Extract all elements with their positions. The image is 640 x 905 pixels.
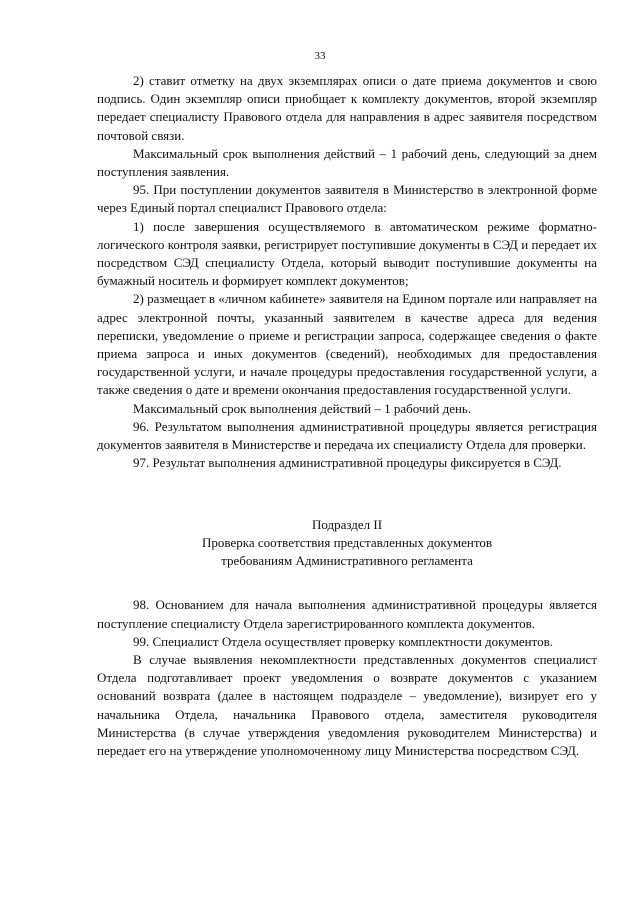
page-number: 33 — [314, 50, 326, 62]
paragraph: 1) после завершения осуществляемого в автоматическом режиме форматно-логического контроля заявки, регистрирует поступившие документы в СЭД и передает их посредством СЭД специалисту Отдела, который выводит поступившие документы на бумажный носитель и формирует комплект документов; — [97, 218, 597, 289]
subsection-subtitle-line2: требованиям Административного регламента — [221, 553, 473, 569]
paragraph: В случае выявления некомплектности представленных документов специалист Отдела подготавливает проект уведомления о возврате документов с указанием оснований возврата (далее в настоящем подразделе – уведомление), визирует его у начальника Отдела, начальника Правового отдела, заместителя руководителя Министерства (в случае утверждения уведомления руководителем Министерства) и передает его на утверждение уполномоченному лицу Министерства посредством СЭД. — [97, 652, 597, 759]
subsection-heading — [97, 516, 597, 570]
paragraph: 99. Специалист Отдела осуществляет проверку комплектности документов. — [133, 633, 553, 649]
paragraph: 96. Результатом выполнения административной процедуры является регистрация документов заявителя в Министерстве и передача их специалисту Отдела для проверки. — [97, 418, 597, 453]
paragraph: 98. Основанием для начала выполнения административной процедуры является поступление специалисту Отдела зарегистрированного комплекта документов. — [97, 597, 597, 631]
document-body — [97, 72, 597, 760]
paragraph: 97. Результат выполнения административной процедуры фиксируется в СЭД. — [133, 455, 562, 471]
paragraph: 2) размещает в «личном кабинете» заявителя на Едином портале или направляет на адрес электронной почты, указанный заявителем в качестве адреса для ведения переписки, уведомление о приеме и регистрации запроса, содержащее сведения о факте приема запроса и иных документов (сведений), необходимых для предоставления государственной услуги, и начале процедуры предоставления государственной услуги, а также сведения о дате и времени окончания предоставления государственной услуги. — [97, 291, 597, 398]
paragraph: 95. При поступлении документов заявителя в Министерство в электронной форме через Единый портал специалист Правового отдела: — [97, 182, 597, 216]
paragraph: Максимальный срок выполнения действий – 1 рабочий день. — [133, 400, 472, 416]
paragraph: Максимальный срок выполнения действий – 1 рабочий день, следующий за днем поступления заявления. — [97, 145, 597, 180]
subsection-subtitle-line1: Проверка соответствия представленных документов — [202, 535, 492, 551]
paragraph: 2) ставит отметку на двух экземплярах описи о дате приема документов и свою подпись. Один экземпляр описи приобщает к комплекту документов, второй экземпляр передает специалисту Правового отдела для направления в адрес заявителя посредством почтовой связи. — [97, 73, 597, 143]
subsection-title: Подраздел II — [311, 517, 383, 533]
